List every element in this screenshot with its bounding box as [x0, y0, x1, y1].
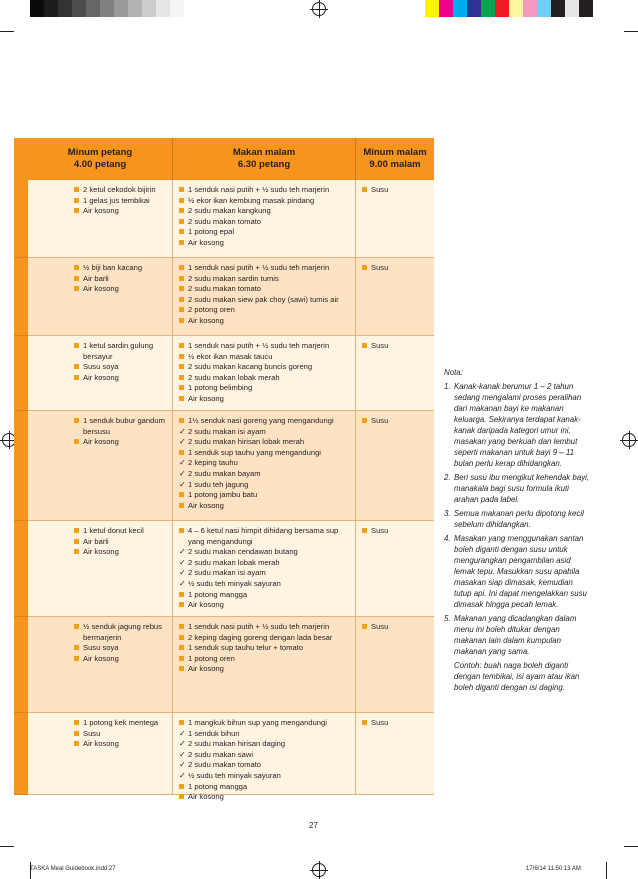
- sub-item-text: 2 sudu makan cendawan butang: [188, 547, 298, 557]
- bullet-item: 1 mangkuk bihun sup yang mengandungi: [179, 718, 354, 729]
- cell-makan-malam: [173, 336, 356, 411]
- bullet-item: 2 sudu makan tomato: [179, 284, 354, 295]
- bullet-item: Susu: [74, 729, 171, 740]
- sub-item-text: 1 sudu teh jagung: [188, 479, 249, 489]
- row-strip: [14, 336, 28, 411]
- bullet-item: 1 potong mangga: [179, 782, 354, 793]
- bullet-item: 4 – 6 ketul nasi himpit dihidang bersama sup yang mengandungi: [179, 526, 354, 547]
- notes-panel: [444, 367, 592, 696]
- row-strip: [14, 521, 28, 617]
- bullet-item: Air kosong: [179, 600, 354, 611]
- cell-minum-petang: [28, 617, 173, 713]
- bullet-item: 2 sudu makan kacang buncis goreng: [179, 362, 354, 373]
- table-row: [14, 617, 434, 713]
- cell-minum-malam: [356, 336, 434, 411]
- sub-item-text: 2 sudu makan hirisan lobak merah: [188, 437, 305, 447]
- row-strip: [14, 713, 28, 795]
- page-number: 27: [309, 821, 318, 830]
- checkmark-icon: ✓: [179, 578, 186, 588]
- bullet-item: Susu: [362, 718, 432, 729]
- cell-minum-petang: [28, 521, 173, 617]
- row-strip: [14, 411, 28, 521]
- bullet-item: Air kosong: [179, 792, 354, 803]
- header-title: Makan malam: [232, 147, 296, 158]
- header-time: 6.30 petang: [237, 159, 291, 170]
- bullet-item: Susu: [362, 526, 432, 537]
- checkmark-icon: ✓: [179, 547, 186, 557]
- checkmark-icon: ✓: [179, 437, 186, 447]
- note-item: [444, 613, 592, 657]
- cell-makan-malam: [173, 258, 356, 336]
- sub-item: [179, 558, 354, 569]
- bullet-item: Air kosong: [74, 206, 171, 217]
- cell-minum-malam: [356, 521, 434, 617]
- bullet-item: 2 sudu makan kangkung: [179, 206, 354, 217]
- header-cell-minum-malam: [356, 138, 434, 180]
- checkmark-icon: ✓: [179, 749, 186, 759]
- note-text: Masakan yang menggunakan santan boleh diganti dengan susu untuk mengurangkan pengambilan asid lemak tepu. Masukkan susu apabila masakan siap dimasak, kemudian tutup api. Ini dapat mengelakkan susu dimasak hingga pecah lemak.: [454, 534, 587, 609]
- row-strip: [14, 180, 28, 258]
- bullet-item: Susu: [362, 622, 432, 633]
- registration-mark-icon: [622, 433, 636, 447]
- bullet-item: Air kosong: [74, 739, 171, 750]
- bullet-item: 2 sudu makan lobak merah: [179, 373, 354, 384]
- bullet-item: Susu soya: [74, 643, 171, 654]
- crop-mark: [606, 862, 607, 879]
- bullet-item: 2 sudu makan sardin tumis: [179, 274, 354, 285]
- menu-table: [14, 138, 434, 802]
- bullet-item: Air kosong: [74, 654, 171, 665]
- bullet-item: Air barli: [74, 537, 171, 548]
- checkmark-icon: ✓: [179, 739, 186, 749]
- sub-item: [179, 547, 354, 558]
- row-strip: [14, 617, 28, 713]
- bullet-item: 1 senduk nasi putih + ½ sudu teh marjerin: [179, 185, 354, 196]
- sub-item: [179, 739, 354, 750]
- checkmark-icon: ✓: [179, 770, 186, 780]
- sub-item-text: ½ sudu teh minyak sayuran: [188, 578, 281, 588]
- cell-minum-petang: [28, 258, 173, 336]
- sub-item: [179, 437, 354, 448]
- sub-item-text: 2 keping tauhu: [188, 458, 238, 468]
- table-row: [14, 713, 434, 802]
- sub-item-text: 2 sudu makan tomato: [188, 760, 262, 770]
- cell-minum-petang: [28, 411, 173, 521]
- sub-item-text: 1 senduk bihun: [188, 728, 240, 738]
- bullet-item: Air kosong: [179, 238, 354, 249]
- header-cell-minum-petang: [28, 138, 173, 180]
- sub-item: [179, 480, 354, 491]
- bullet-item: 1 senduk nasi putih + ½ sudu teh marjerin: [179, 622, 354, 633]
- checkmark-icon: ✓: [179, 468, 186, 478]
- checkmark-icon: ✓: [179, 728, 186, 738]
- bullet-item: Air kosong: [179, 664, 354, 675]
- registration-mark-icon: [312, 2, 326, 16]
- bullet-item: Air barli: [74, 274, 171, 285]
- bullet-item: Air kosong: [74, 373, 171, 384]
- bullet-item: ½ ekor ikan kembung masak pindang: [179, 196, 354, 207]
- table-row: [14, 411, 434, 521]
- notes-title: Nota:: [444, 368, 463, 377]
- sub-item-text: 2 sudu makan isi ayam: [188, 568, 266, 578]
- table-row: [14, 521, 434, 617]
- sub-item-text: ½ sudu teh minyak sayuran: [188, 770, 281, 780]
- note-item: [444, 533, 592, 610]
- cell-minum-petang: [28, 336, 173, 411]
- note-number: 3.: [444, 509, 451, 518]
- sub-item: [179, 750, 354, 761]
- bullet-item: 2 sudu makan tomato: [179, 217, 354, 228]
- cell-minum-petang: [28, 180, 173, 258]
- bullet-item: Air kosong: [74, 284, 171, 295]
- bullet-item: 1 potong jambu batu: [179, 490, 354, 501]
- bullet-item: Susu: [362, 263, 432, 274]
- note-item: [444, 381, 592, 469]
- bullet-item: 1 potong epal: [179, 227, 354, 238]
- checkmark-icon: ✓: [179, 557, 186, 567]
- header-time: 9.00 malam: [369, 159, 421, 170]
- header-title: Minum petang: [67, 147, 133, 158]
- header-title: Minum malam: [363, 147, 427, 158]
- row-strip: [14, 258, 28, 336]
- header-cell-makan-malam: [173, 138, 356, 180]
- note-item: [444, 472, 592, 505]
- bullet-item: 1 ketul sardin gulung bersayur: [74, 341, 171, 362]
- cell-makan-malam: [173, 617, 356, 713]
- cell-minum-malam: [356, 617, 434, 713]
- checkmark-icon: ✓: [179, 760, 186, 770]
- bullet-item: 1 senduk sup tauhu yang mengandungi: [179, 448, 354, 459]
- note-number: 1.: [444, 382, 451, 391]
- sub-item: [179, 760, 354, 771]
- checkmark-icon: ✓: [179, 479, 186, 489]
- table-row: [14, 180, 434, 258]
- sub-item-text: 2 sudu makan hirisan daging: [188, 739, 286, 749]
- sub-item: [179, 771, 354, 782]
- checkmark-icon: ✓: [179, 426, 186, 436]
- bullet-item: Air kosong: [179, 501, 354, 512]
- bullet-item: 1 senduk bubur gandum bersusu: [74, 416, 171, 437]
- bullet-item: 2 ketul cekodok bijirin: [74, 185, 171, 196]
- note-number: 4.: [444, 534, 451, 543]
- bullet-item: 2 sudu makan siew pak choy (sawi) tumis air: [179, 295, 354, 306]
- print-timestamp: 17/6/14 11:50:13 AM: [526, 866, 581, 872]
- bullet-item: Susu: [362, 341, 432, 352]
- bullet-item: Air kosong: [74, 547, 171, 558]
- cell-minum-malam: [356, 180, 434, 258]
- cell-minum-malam: [356, 258, 434, 336]
- bullet-item: 1 potong belimbing: [179, 383, 354, 394]
- sub-item: [179, 469, 354, 480]
- cell-makan-malam: [173, 713, 356, 802]
- sub-item-text: 2 sudu makan bayam: [188, 468, 261, 478]
- header-time: 4.00 petang: [73, 159, 127, 170]
- bullet-item: Air kosong: [179, 394, 354, 405]
- sub-item: [179, 458, 354, 469]
- note-text: Makanan yang dicadangkan dalam menu ini boleh ditukar dengan makanan lain dalam kumpulan makanan yang sama.: [454, 614, 577, 656]
- cell-minum-petang: [28, 713, 173, 795]
- note-text: Beri susu ibu mengikut kehendak bayi, manakala bagi susu formula ikuti arahan pada label.: [454, 473, 590, 504]
- bullet-item: 1 senduk nasi putih + ½ sudu teh marjerin: [179, 341, 354, 352]
- bullet-item: Susu: [362, 185, 432, 196]
- bullet-item: 1 senduk nasi putih + ½ sudu teh marjerin: [179, 263, 354, 274]
- checkmark-icon: ✓: [179, 568, 186, 578]
- crop-mark: [0, 31, 14, 32]
- cell-makan-malam: [173, 521, 356, 617]
- checkmark-icon: ✓: [179, 458, 186, 468]
- cell-minum-malam: [356, 411, 434, 521]
- note-number: 2.: [444, 473, 451, 482]
- bullet-item: 2 potong oren: [179, 305, 354, 316]
- bullet-item: Susu soya: [74, 362, 171, 373]
- sub-item-text: 2 sudu makan lobak merah: [188, 557, 280, 567]
- note-number: 5.: [444, 614, 451, 623]
- table-row: [14, 336, 434, 411]
- sub-item: [179, 427, 354, 438]
- bullet-item: 1 senduk sup tauhu telur + tomato: [179, 643, 354, 654]
- note-item: [444, 508, 592, 530]
- sub-item-text: 2 sudu makan sawi: [188, 749, 254, 759]
- bullet-item: 1½ senduk nasi goreng yang mengandungi: [179, 416, 354, 427]
- sub-item: [179, 568, 354, 579]
- bullet-item: 2 keping daging goreng dengan lada besar: [179, 633, 354, 644]
- cell-makan-malam: [173, 411, 356, 521]
- sub-item: [179, 579, 354, 590]
- note-text: Semua makanan perlu dipotong kecil sebelum dihidangkan.: [454, 509, 584, 529]
- bullet-item: ½ biji ban kacang: [74, 263, 171, 274]
- bullet-item: 1 gelas jus tembikai: [74, 196, 171, 207]
- note-text: Kanak-kanak berumur 1 – 2 tahun sedang mengalami proses peralihan dari makanan bayi ke makanan keluarga. Sekiranya terdapat kanak-kanak daripada kategori umur ini, masakan yang berkuah dan lembut seperti makanan untuk bayi 9 – 11 bulan perlu kerap dihidangkan.: [454, 382, 582, 468]
- cell-makan-malam: [173, 180, 356, 258]
- registration-mark-icon: [312, 863, 326, 877]
- crop-mark: [624, 846, 638, 847]
- crop-mark: [0, 846, 14, 847]
- crop-mark: [624, 31, 638, 32]
- bullet-item: ½ ekor ikan masak taucu: [179, 352, 354, 363]
- file-slug: TASKA Meal Guidebook.indd 27: [30, 866, 116, 872]
- sub-item-text: 2 sudu makan isi ayam: [188, 426, 266, 436]
- bullet-item: Air kosong: [74, 437, 171, 448]
- table-row: [14, 258, 434, 336]
- bullet-item: 1 potong kek mentega: [74, 718, 171, 729]
- bullet-item: 1 potong oren: [179, 654, 354, 665]
- cell-minum-malam: [356, 713, 434, 795]
- bullet-item: 1 ketul donut kecil: [74, 526, 171, 537]
- notes-example: Contoh: buah naga boleh diganti dengan tembikai, isi ayam atau ikan boleh diganti dengan isi daging.: [454, 661, 580, 692]
- bullet-item: ½ senduk jagung rebus bermarjerin: [74, 622, 171, 643]
- bullet-item: Air kosong: [179, 316, 354, 327]
- bullet-item: Susu: [362, 416, 432, 427]
- sub-item: [179, 729, 354, 740]
- bullet-item: 1 potong mangga: [179, 590, 354, 601]
